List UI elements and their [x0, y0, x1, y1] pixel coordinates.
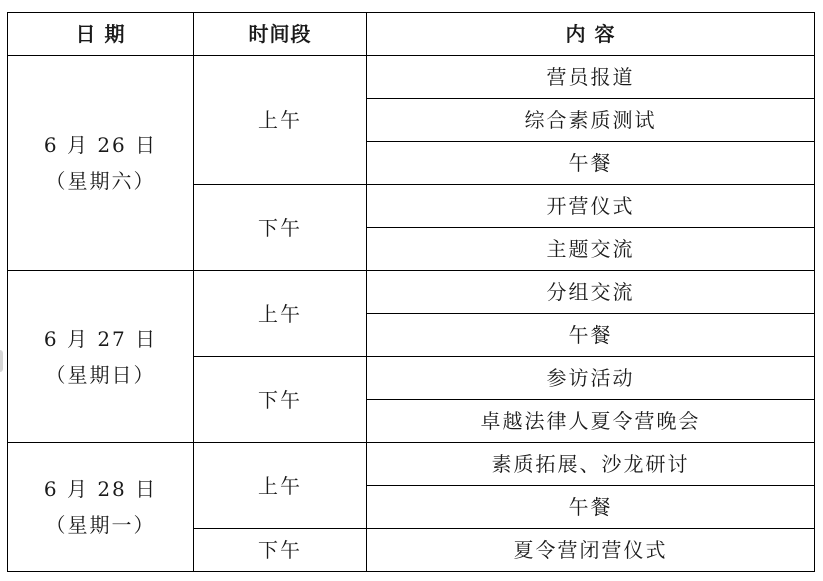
header-content: 内 容	[367, 13, 815, 56]
period-cell: 上午	[194, 271, 367, 357]
weekday-label: （星期一）	[45, 513, 156, 537]
header-row	[8, 13, 815, 56]
period-cell: 下午	[194, 529, 367, 572]
scan-edge-mark	[0, 350, 3, 372]
content-cell: 午餐	[367, 486, 815, 529]
period-cell: 上午	[194, 443, 367, 529]
content-cell: 素质拓展、沙龙研讨	[367, 443, 815, 486]
date-cell	[8, 271, 194, 443]
content-cell: 分组交流	[367, 271, 815, 314]
content-cell: 夏令营闭营仪式	[367, 529, 815, 572]
content-cell: 参访活动	[367, 357, 815, 400]
content-cell: 营员报道	[367, 56, 815, 99]
table-row	[8, 443, 815, 486]
table-row	[8, 56, 815, 99]
date-cell	[8, 443, 194, 572]
content-cell: 综合素质测试	[367, 99, 815, 142]
weekday-label: （星期日）	[45, 362, 156, 387]
header-period: 时间段	[194, 13, 367, 56]
table-row	[8, 271, 815, 314]
schedule-table	[7, 12, 815, 572]
period-cell: 上午	[194, 56, 367, 185]
period-cell: 下午	[194, 357, 367, 443]
date-label: 6 月 28 日	[43, 477, 158, 501]
content-cell: 午餐	[367, 142, 815, 185]
period-cell: 下午	[194, 185, 367, 271]
content-cell: 主题交流	[367, 228, 815, 271]
date-label: 6 月 27 日	[43, 326, 158, 351]
content-cell: 开营仪式	[367, 185, 815, 228]
weekday-label: （星期六）	[45, 169, 156, 193]
content-cell: 午餐	[367, 314, 815, 357]
content-cell: 卓越法律人夏令营晚会	[367, 400, 815, 443]
header-date: 日 期	[8, 13, 194, 56]
date-label: 6 月 26 日	[43, 133, 158, 157]
date-cell	[8, 56, 194, 271]
